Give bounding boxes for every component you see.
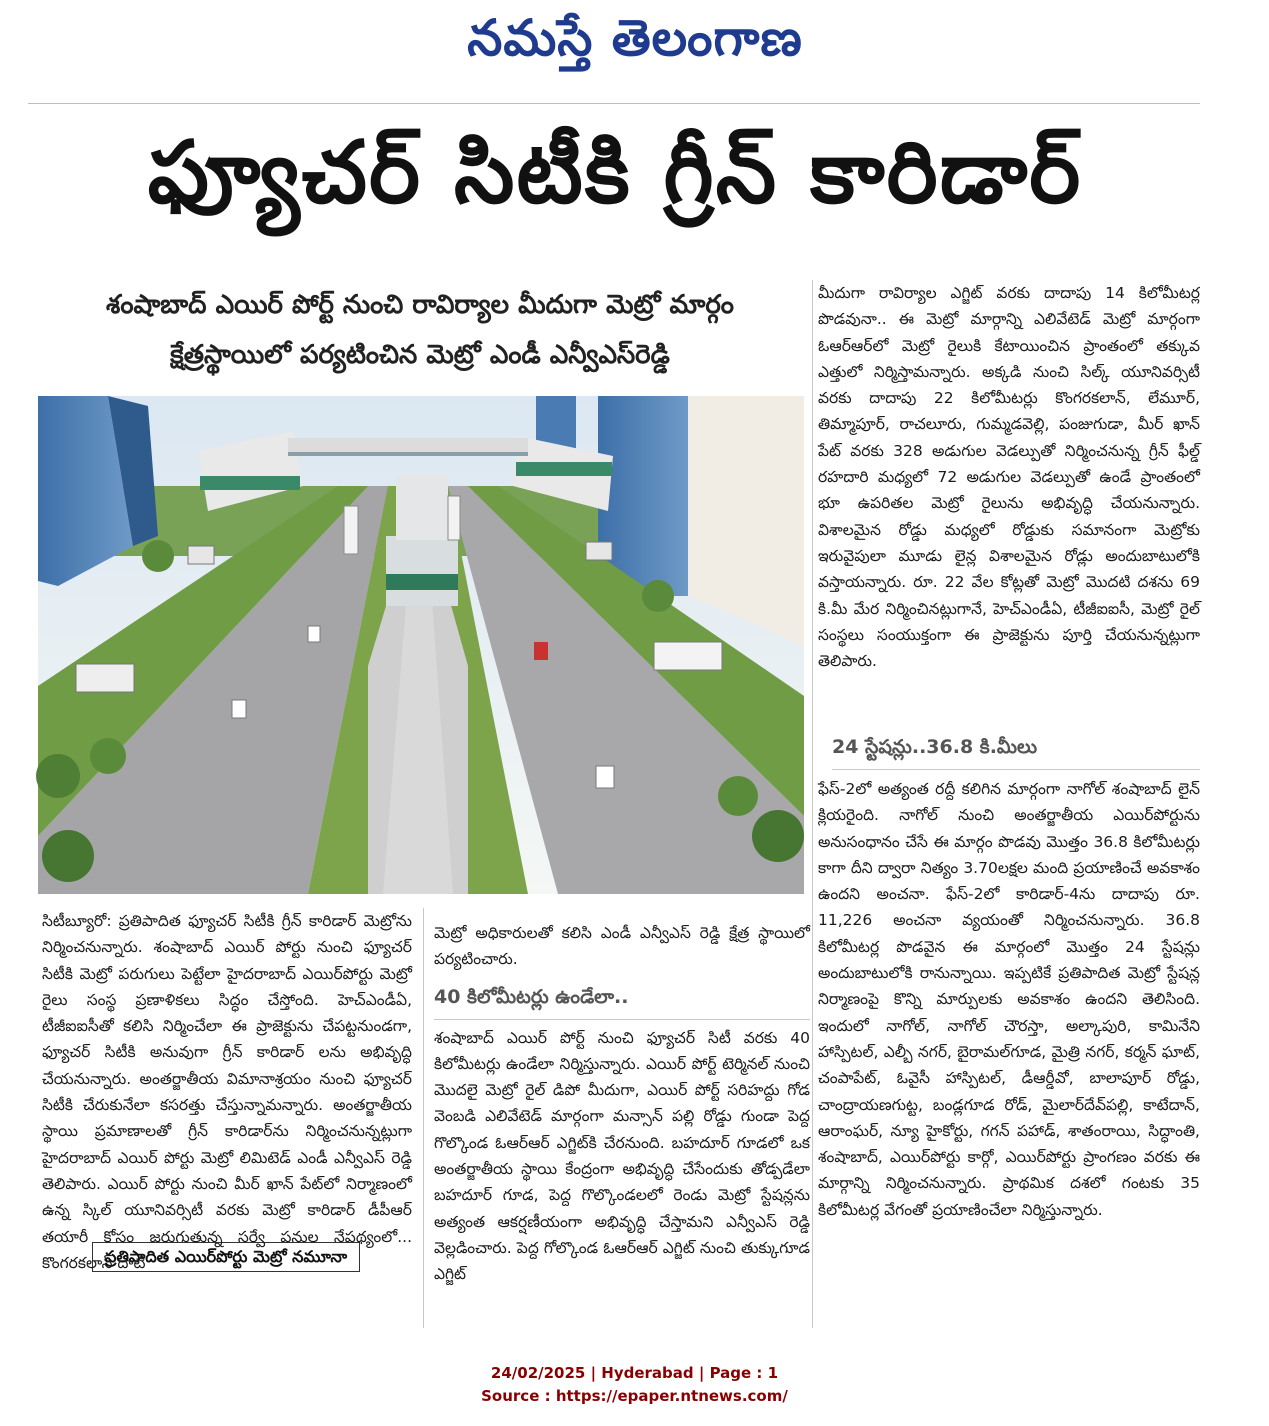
article-paragraph: శంషాబాద్ ఎయిర్ పోర్ట్ నుంచి ఫ్యూచర్ సిటీ వరకు 40 కిలోమీటర్లు ఉండేలా నిర్మిస్తున్నారు. ఎయిర్ పోర్ట్ టెర్మినల్ నుంచి మొదలై మెట్రో రైల్ డిపో మీదుగా, ఎయిర్ పోర్ట్ సరిహద్దు గోడ వెంబడి ఎలివేటెడ్ మార్గంగా మన్సాన్ పల్లి రోడ్డు గుండా పెద్ద గొల్కొండ ఓఆర్ఆర్ ఎగ్జిట్‌కి చేరనుంది. బహదూర్ గూడలో ఒక అంతర్జాతీయ స్థాయి కేంద్రంగా అభివృద్ధి చేసేందుకు తోడ్పడేలా బహదూర్ గూడ, పెద్ద గొల్కొండలలో రెండు మెట్రో స్టేషన్లను అత్యంత ఆకర్షణీయంగా అభివృద్ధి చేస్తామని ఎన్వీఎస్ రెడ్డి వెల్లడించారు. పెద్ద గోల్కొండ ఓఆర్ఆర్ ఎగ్జిట్ నుంచి తుక్కుగూడ ఎగ్జిట్: [434, 1028, 810, 1284]
masthead: [0, 0, 1269, 96]
newspaper-logo: నమస్తే తెలంగాణ: [467, 8, 803, 67]
article-paragraph: మీదుగా రావిర్యాల ఎగ్జిట్ వరకు దాదాపు 14 కిలోమీటర్ల పొడవునా.. ఈ మెట్రో మార్గాన్ని ఎలివేటెడ్ మెట్రో మార్గంగా ఓఆర్ఆర్‌లో మెట్రో రైలుకి కేటాయించిన ప్రాంతంలో తక్కువ ఎత్తులో నిర్మిస్తామన్నారు. అక్కడి నుంచి సిల్క్ యూనివర్సిటీ వరకు దాదాపు 22 కిలోమీటర్లు కొంగరకలాన్, లేమూర్, తిమ్మాపూర్, రాచలూరు, గుమ్మడవెల్లి, పంజుగుడా, మీర్ ఖాన్ పేట్ వరకు 328 అడుగుల వెడల్పుతో నిర్మించనున్న గ్రీన్ ఫీల్డ్ రహదారి మధ్యలో 72 అడుగుల వెడల్పుతో ఉండే ప్రాంతంలో భూ ఉపరితల మెట్రో రైలును అభివృద్ధి చేయనున్నారు. విశాలమైన రోడ్డు మధ్యలో రోడ్డుకు సమానంగా మెట్రోకు ఇరువైపులా మూడు లైన్ల విశాలమైన రోడ్లు అందుబాటులోకి వస్తాయన్నారు. రూ. 22 వేల కోట్లతో మెట్రో మొదటి దశను 69 కి.మీ మేర నిర్మించినట్లుగానే, హెచ్ఎండీఏ, టీజీఐఐసీ, మెట్రో రైల్ సంస్థలు సంయుక్తంగా ఈ ప్రాజెక్టును పూర్తి చేయనున్నట్లుగా తెలిపారు.: [818, 284, 1200, 671]
column-divider: [812, 280, 813, 1328]
article-paragraph: ఫేస్-2లో అత్యంత రద్దీ కలిగిన మార్గంగా నాగోల్ శంషాబాద్ లైన్ క్లియరైంది. నాగోల్ నుంచి అంతర్జాతీయ ఎయిర్‌పోర్టును అనుసంధానం చేసే ఈ మార్గం పొడవు మొత్తం 36.8 కిలోమీటర్లు కాగా దీని ద్వారా నిత్యం 3.70లక్షల మంది ప్రయాణించే అవకాశం ఉందని అంచనా. ఫేస్-2లో కారిడార్-4ను దాదాపు రూ. 11,226 అంచనా వ్యయంతో నిర్మించనున్నారు. 36.8 కిలోమీటర్ల పొడవైన ఈ మార్గంలో మొత్తం 24 స్టేషన్లు అందుబాటులోకి రానున్నాయి. ఇప్పటికే ప్రతిపాదిత మెట్రో స్టేషన్ల నిర్మాణంపై కొన్ని మార్పులకు అవకాశం ఉందని తెలిసింది. ఇందులో నాగోల్, నాగోల్ చౌరస్తా, అల్కాపురి, కామినేని హాస్పిటల్, ఎల్బీ నగర్, బైరామల్‌గూడ, మైత్రి నగర్, కర్మన్ ఘాట్, చంపాపేట్, ఓవైసీ హాస్పిటల్, డీఆర్డీవో, బాలాపూర్ రోడ్డు, చాంద్రాయణగుట్ట, బండ్లగూడ రోడ్, మైలార్‌దేవ్‌పల్లి, కాటేదాన్, ఆరాంఘర్, న్యూ హైకోర్టు, గగన్ పహాడ్, శాతంరాయి, సిద్ధాంతి, శంషాబాద్, ఎయిర్‌పోర్టు కార్గో, ఎయిర్‌పోర్టు ప్రాంగణం వరకు ఈ మార్గాన్ని నిర్మించనున్నారు. ప్రాథమిక దశలో గంటకు 35 కిలోమీటర్ల వేగంతో ప్రయాణించేలా నిర్మిస్తున్నారు.: [818, 780, 1200, 1219]
article-headline: ఫ్యూచర్ సిటీకి గ్రీన్ కారిడార్: [147, 122, 1083, 223]
article-column-1: [42, 908, 412, 1276]
masthead-divider: [28, 103, 1200, 104]
article-column-4: [818, 776, 1200, 1223]
footer-date-line: 24/02/2025 | Hyderabad | Page : 1: [490, 1364, 779, 1382]
section-heading: 24 స్టేషన్లు..36.8 కి.మీలు: [832, 736, 1200, 770]
article-column-2: [434, 920, 810, 1288]
article-paragraph: సిటీబ్యూరో: ప్రతిపాదిత ఫ్యూచర్ సిటీకి గ్రీన్ కారిడార్ మెట్రోను నిర్మించనున్నారు. శంషాబాద్ ఎయిర్ పోర్టు నుంచి ఫ్యూచర్ సిటీకి మెట్రో పరుగులు పెట్టేలా హైదరాబాద్ ఎయిర్‌పోర్టు మెట్రో రైలు సంస్థ ప్రణాళికలు సిద్ధం చేస్తోంది. హెచ్ఎండీఏ, టీజీఐఐసీతో కలిసి నిర్మించేలా ఈ ప్రాజెక్టును చేపట్టనుండగా, ఫ్యూచర్ సిటీకి అనువుగా గ్రీన్ కారిడార్ లను అభివృద్ధి చేయనున్నారు. అంతర్జాతీయ విమానాశ్రయం నుంచి ఫ్యూచర్ సిటీకి చేరుకునేలా కసరత్తు చేస్తున్నామన్నారు. అంతర్జాతీయ స్థాయి ప్రమాణాలతో గ్రీన్ కారిడార్‌ను నిర్మించనున్నట్లుగా హైదరాబాద్ ఎయిర్ పోర్టు మెట్రో లిమిటెడ్ ఎండీ ఎన్వీఎస్ రెడ్డి తెలిపారు. ఎయిర్ పోర్టు నుంచి మీర్ ఖాన్ పేట్‌లో నిర్మాణంలో ఉన్న స్కిల్ యూనివర్సిటీ వరకు మెట్రో కారిడార్ డీపీఆర్ తయారీ కోసం జరుగుతున్న సర్వే పనుల నేపథ్యంలో... కొంగరకలాన్ దాటి: [42, 912, 412, 1272]
section-heading: 40 కిలోమీటర్లు ఉండేలా..: [434, 986, 810, 1020]
article-paragraph: మెట్రో అధికారులతో కలిసి ఎండీ ఎన్వీఎస్ రెడ్డి క్షేత్ర స్థాయిలో పర్యటించారు.: [434, 924, 810, 969]
column-divider: [423, 908, 424, 1328]
photo-caption: ప్రతిపాదిత ఎయిర్‌పోర్టు మెట్రో నమూనా: [92, 1242, 360, 1272]
article-subhead-2: క్షేత్రస్థాయిలో పర్యటించిన మెట్రో ఎండీ ఎన్వీఎస్‌రెడ్డి: [170, 340, 670, 370]
article-subhead-1: శంషాబాద్ ఎయిర్ పోర్ట్ నుంచి రావిర్యాల మీదుగా మెట్రో మార్గం: [106, 290, 734, 320]
footer-source-link[interactable]: Source : https://epaper.ntnews.com/: [481, 1387, 788, 1405]
article-column-3: [818, 280, 1200, 674]
